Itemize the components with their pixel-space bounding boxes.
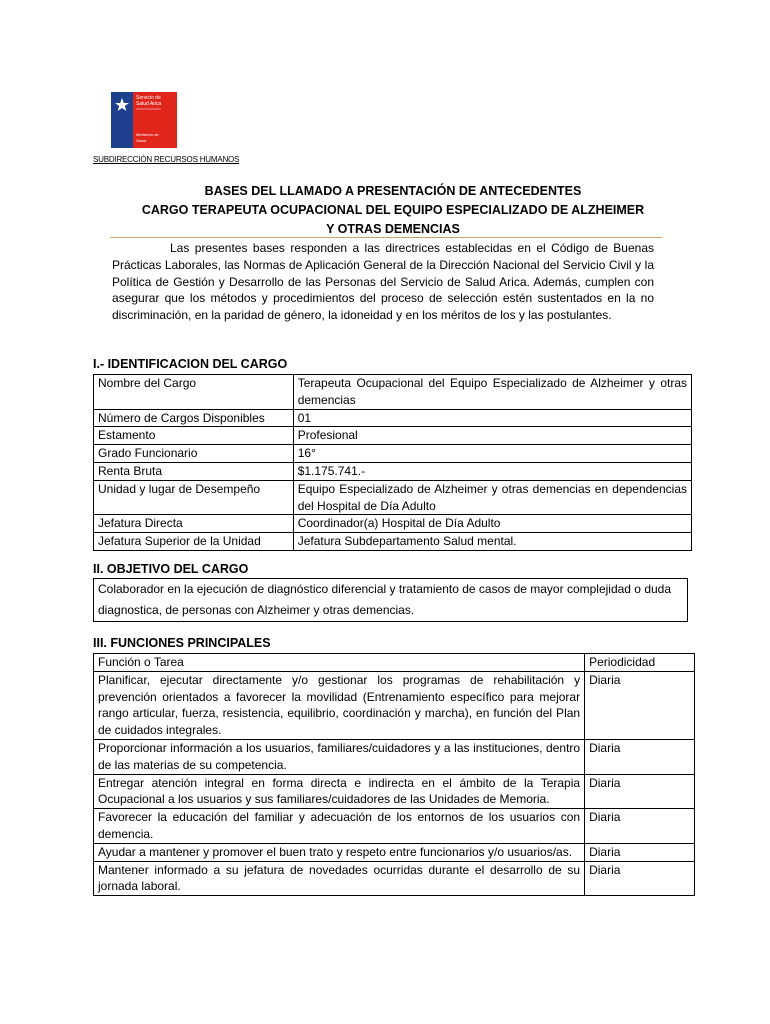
function-task: Entregar atención integral en forma directa e indirecta en el ámbito de la Terapia Ocupacional a los usuarios y sus familiares/cuidadores de las Unidades de Memoria. [94, 774, 585, 809]
table-row [94, 843, 695, 861]
function-task: Planificar, ejecutar directamente y/o gestionar los programas de rehabilitación y prevención orientados a favorecer la movilidad (Entrenamiento específico para mejorar rango articular, fuerza, resistencia, equilibrio, coordinación y marcha), en función del Plan de cuidados integrales. [94, 671, 585, 739]
functions-table [93, 653, 695, 896]
header-task: Función o Tarea [94, 654, 585, 672]
section-1-title: I.- IDENTIFICACION DEL CARGO [93, 357, 288, 371]
logo-line-3: Ministerio de [136, 132, 159, 137]
table-row [94, 375, 692, 410]
table-row [94, 809, 695, 844]
row-label: Unidad y lugar de Desempeño [94, 480, 294, 515]
section-2-title: II. OBJETIVO DEL CARGO [93, 562, 249, 576]
table-row [94, 774, 695, 809]
row-value: $1.175.741.- [293, 462, 691, 480]
row-label: Grado Funcionario [94, 445, 294, 463]
row-label: Jefatura Superior de la Unidad [94, 533, 294, 551]
table-row [94, 533, 692, 551]
table-row [94, 861, 695, 896]
table-row [94, 462, 692, 480]
function-period: Diaria [585, 739, 695, 774]
table-row [94, 739, 695, 774]
row-value: Equipo Especializado de Alzheimer y otras demencias en dependencias del Hospital de Día Adulto [293, 480, 691, 515]
title-line-2: CARGO TERAPEUTA OCUPACIONAL DEL EQUIPO ESPECIALIZADO DE ALZHEIMER [141, 203, 645, 217]
function-period: Diaria [585, 843, 695, 861]
table-row [94, 445, 692, 463]
section-3-title: III. FUNCIONES PRINCIPALES [93, 636, 271, 650]
title-line-3: Y OTRAS DEMENCIAS [326, 222, 460, 236]
function-task: Favorecer la educación del familiar y adecuación de los entornos de los usuarios con demencia. [94, 809, 585, 844]
subdirection-label: SUBDIRECCIÓN RECURSOS HUMANOS [93, 155, 240, 164]
government-logo [111, 92, 177, 148]
row-value: 01 [293, 409, 691, 427]
identification-table [93, 374, 692, 551]
title-line-1: BASES DEL LLAMADO A PRESENTACIÓN DE ANTECEDENTES [204, 184, 582, 198]
document-title [93, 182, 693, 239]
function-period: Diaria [585, 774, 695, 809]
title-divider [110, 237, 662, 238]
function-period: Diaria [585, 861, 695, 896]
function-period: Diaria [585, 671, 695, 739]
table-row [94, 427, 692, 445]
table-row [94, 480, 692, 515]
table-row [94, 409, 692, 427]
row-value: 16° [293, 445, 691, 463]
function-task: Mantener informado a su jefatura de novedades ocurridas durante el desarrollo de su jornada laboral. [94, 861, 585, 896]
table-row [94, 515, 692, 533]
row-value: Profesional [293, 427, 691, 445]
row-value: Terapeuta Ocupacional del Equipo Especializado de Alzheimer y otras demencias [293, 375, 691, 410]
row-label: Nombre del Cargo [94, 375, 294, 410]
function-period: Diaria [585, 809, 695, 844]
function-task: Ayudar a mantener y promover el buen trato y respeto entre funcionarios y/o usuarios/as. [94, 843, 585, 861]
table-header-row [94, 654, 695, 672]
row-value: Coordinador(a) Hospital de Día Adulto [293, 515, 691, 533]
objective-box: Colaborador en la ejecución de diagnóstico diferencial y tratamiento de casos de mayor complejidad o duda diagnostica, de personas con Alzheimer y otras demencias. [93, 578, 688, 622]
row-label: Renta Bruta [94, 462, 294, 480]
row-value: Jefatura Subdepartamento Salud mental. [293, 533, 691, 551]
logo-line-4: Salud [136, 138, 147, 143]
logo-line-2: Salud Arica [136, 101, 162, 107]
function-task: Proporcionar información a los usuarios, familiares/cuidadores y a las instituciones, dentro de las materias de su competencia. [94, 739, 585, 774]
logo-line-1: Servicio de [136, 95, 161, 101]
row-label: Jefatura Directa [94, 515, 294, 533]
table-row [94, 671, 695, 739]
row-label: Estamento [94, 427, 294, 445]
header-period: Periodicidad [585, 654, 695, 672]
intro-paragraph: Las presentes bases responden a las directrices establecidas en el Código de Buenas Prácticas Laborales, las Normas de Aplicación General de la Dirección Nacional del Servicio Civil y la Política de Gestión y Desarrollo de las Personas del Servicio de Salud Arica. Además, cumplen con asegurar que los métodos y procedimientos del proceso de selección estén sustentados en la no discriminación, en la paridad de género, la idoneidad y en los méritos de los y las postulantes. [112, 241, 654, 323]
row-label: Número de Cargos Disponibles [94, 409, 294, 427]
